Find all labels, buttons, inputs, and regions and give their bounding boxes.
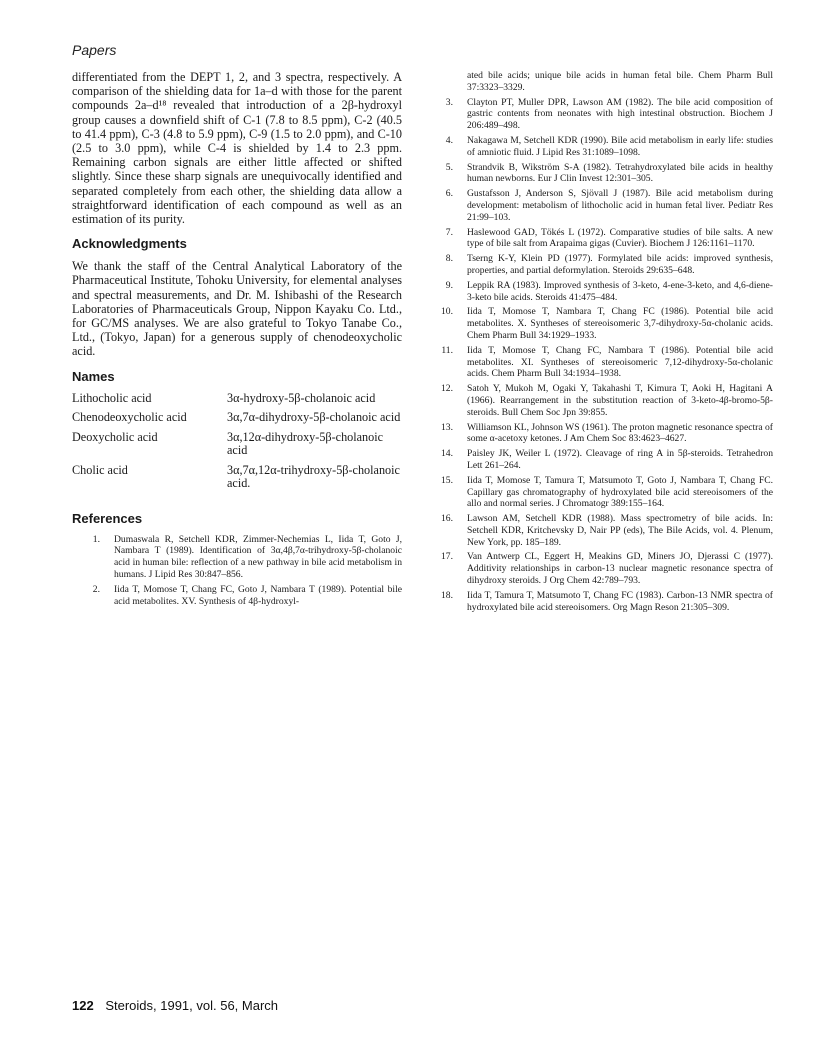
reference-number: 15. (441, 474, 453, 486)
names-table (72, 392, 402, 497)
references-heading: References (72, 510, 143, 526)
reference-number: 8. (445, 253, 453, 265)
reference-text: Iida T, Momose T, Chang FC, Nambara T (1986). Potential bile acid metabolites. XI. Syntheses of stereoisomeric 7,12-dihydroxy-5α-cholanic acids. Chem Pharm Bull 34:1934–1938. (467, 344, 773, 380)
names-row (72, 464, 402, 497)
names-heading: Names (72, 368, 115, 384)
reference-number: 7. (445, 226, 453, 238)
left-column (72, 70, 402, 610)
reference-item (425, 590, 773, 614)
reference-item (425, 162, 773, 186)
trivial-name: Cholic acid (72, 462, 128, 477)
reference-item (425, 345, 773, 380)
reference-number: 18. (441, 589, 453, 601)
reference-text: Lawson AM, Setchell KDR (1988). Mass spectrometry of bile acids. In: Setchell KDR, Kritchevsky D, Nair PP (eds), The Bile Acids, vol. 4. Plenum, New York, pp. 185–189. (467, 513, 773, 548)
reference-text: Iida T, Momose T, Tamura T, Matsumoto T, Goto J, Nambara T, Chang FC. Capillary gas chromatography of hydroxylated bile acid stereoisomers of the allo and normal series. J Chromatogr 389:155–164. (467, 474, 773, 510)
reference-item (72, 534, 402, 581)
reference-item (425, 475, 773, 510)
reference-text: Haslewood GAD, Tökés L (1972). Comparative studies of bile salts. A new type of bile salt from Arapaima gigas (Cuvier). Biochem J 126:1161–1170. (467, 226, 773, 250)
trivial-name: Deoxycholic acid (72, 429, 158, 444)
page-number: 122 (72, 998, 94, 1013)
reference-number: 13. (441, 421, 453, 433)
reference-text: Leppik RA (1983). Improved synthesis of 3-keto, 4-ene-3-keto, and 4,6-diene-3-keto bile acids. Steroids 41:475–484. (467, 279, 773, 303)
reference-text: Tserng K-Y, Klein PD (1977). Formylated bile acids: improved synthesis, properties, and partial deformylation. Steroids 29:635–648. (467, 253, 773, 276)
reference-number: 14. (441, 448, 453, 460)
reference-item (72, 584, 402, 608)
journal-citation: Steroids, 1991, vol. 56, March (105, 998, 279, 1013)
reference-text: Iida T, Momose T, Chang FC, Goto J, Nambara T (1989). Potential bile acid metabolites. XV. Synthesis of 4β-hydroxyl- (114, 583, 402, 607)
section-label: Papers (72, 42, 117, 58)
body-paragraph: differentiated from the DEPT 1, 2, and 3 spectra, respectively. A comparison of the shielding data for 1a–d with those for the parent compounds 2a–d¹⁸ revealed that introduction of a 2β-hydroxyl group causes a downfield shift of C-1 (7.8 to 8.5 ppm), C-2 (40.5 to 41.4 ppm), C-3 (4.8 to 5.9 ppm), C-9 (1.5 to 2.0 ppm), and C-10 (2.5 to 3.0 ppm), while C-4 is shielded by 1.4 to 2.3 ppm. Remaining carbon signals are either little affected or shifted slightly. Since these sharp signals are unequivocally identified and separated completely from each other, the shielding data allow a straightforward identification of each compound as well as an estimation of its purity. (72, 70, 402, 227)
reference-text: Williamson KL, Johnson WS (1961). The proton magnetic resonance spectra of some α-acetoxy ketones. J Am Chem Soc 83:4623–4627. (467, 421, 773, 445)
reference-item (425, 448, 773, 472)
systematic-name: 3α,12α-dihydroxy-5β-cholanoic acid (227, 429, 384, 458)
reference-text: Dumaswala R, Setchell KDR, Zimmer-Nechemias L, Iida T, Goto J, Nambara T (1989). Identification of 3α,4β,7α-trihydroxy-5β-cholanoic acid in human bile: reflection of a new pathway in bile acid metabolism in humans. J Lipid Res 30:847–856. (114, 533, 402, 581)
reference-item (425, 513, 773, 548)
names-row (72, 411, 402, 431)
reference-item (425, 188, 773, 223)
reference-number: 4. (445, 134, 453, 146)
reference-number: 9. (445, 279, 453, 291)
right-column (425, 70, 773, 616)
reference-number: 11. (441, 344, 453, 356)
systematic-name: 3α-hydroxy-5β-cholanoic acid (227, 390, 376, 405)
reference-list (425, 97, 773, 614)
acknowledgments-heading: Acknowledgments (72, 236, 187, 252)
names-row (72, 431, 402, 464)
systematic-name: 3α,7α-dihydroxy-5β-cholanoic acid (227, 410, 401, 425)
systematic-name: 3α,7α,12α-trihydroxy-5β-cholanoic acid. (227, 462, 400, 491)
reference-text: Van Antwerp CL, Eggert H, Meakins GD, Miners JO, Djerassi C (1977). Additivity relationships in carbon-13 nuclear magnetic resonance spectra of dihydroxy steroids. J Org Chem 42:789–793. (467, 551, 773, 587)
reference-number: 17. (441, 551, 453, 563)
reference-text: Iida T, Momose T, Nambara T, Chang FC (1986). Potential bile acid metabolites. X. Syntheses of stereoisomeric 3,7-dihydroxy-5α-cholanic acids. Chem Pharm Bull 34:1929–1933. (467, 306, 773, 341)
reference-number: 1. (92, 533, 100, 545)
reference-text: Strandvik B, Wikström S-A (1982). Tetrahydroxylated bile acids in healthy human newborns. Eur J Clin Invest 12:301–305. (467, 161, 773, 185)
reference-item (425, 422, 773, 446)
reference-item (425, 280, 773, 304)
reference-number: 2. (92, 583, 100, 595)
reference-text: Satoh Y, Mukoh M, Ogaki Y, Takahashi T, Kimura T, Aoki H, Hagitani A (1966). Rearrangement in the substitution reaction of 3-keto-4β-bromo-5β-steroids. Bull Chem Soc Jpn 39:855. (467, 383, 773, 418)
reference-item (425, 383, 773, 418)
reference-item (425, 306, 773, 341)
reference-text: Clayton PT, Muller DPR, Lawson AM (1982). The bile acid composition of gastric contents from neonates with high intestinal obstruction. Biochem J 206:489–498. (467, 96, 773, 132)
reference-item (425, 135, 773, 159)
reference-text: Paisley JK, Weiler L (1972). Cleavage of ring A in 5β-steroids. Tetrahedron Lett 261–264. (467, 448, 773, 471)
trivial-name: Lithocholic acid (72, 390, 152, 405)
reference-item (425, 97, 773, 132)
reference-text: Nakagawa M, Setchell KDR (1990). Bile acid metabolism in early life: studies of amniotic fluid. J Lipid Res 31:1089–1098. (467, 134, 773, 158)
reference-text: Iida T, Tamura T, Matsumoto T, Chang FC (1983). Carbon-13 NMR spectra of hydroxylated bile acid stereoisomers. Org Magn Reson 21:305–309. (467, 589, 773, 613)
reference-number: 6. (445, 188, 453, 200)
reference-text: Gustafsson J, Anderson S, Sjövall J (1987). Bile acid metabolism during development: metabolism of lithocholic acid in human fetal liver. Pediatr Res 21:99–103. (467, 188, 773, 223)
page-footer (72, 998, 278, 1013)
reference-item (425, 227, 773, 251)
reference-text: ated bile acids; unique bile acids in human fetal bile. Chem Pharm Bull 37:3323–3329. (467, 70, 773, 93)
reference-number: 16. (441, 513, 453, 525)
reference-item (425, 253, 773, 277)
reference-continuation (425, 70, 773, 94)
reference-number: 12. (441, 383, 453, 395)
reference-item (425, 551, 773, 586)
reference-number: 3. (445, 96, 453, 108)
trivial-name: Chenodeoxycholic acid (72, 410, 187, 425)
names-row (72, 392, 402, 412)
reference-number: 5. (445, 161, 453, 173)
reference-number: 10. (441, 306, 453, 318)
acknowledgments-text: We thank the staff of the Central Analytical Laboratory of the Pharmaceutical Institute, Tohoku University, for elemental analyses and spectral measurements, and Dr. M. Ishibashi of the Research Laboratories of Pharmaceuticals Group, Nippon Kayaku Co. Ltd., for GC/MS analyses. We are also grateful to Tokyo Tanabe Co., Ltd., (Tokyo, Japan) for a generous supply of chenodeoxycholic acid. (72, 259, 402, 359)
